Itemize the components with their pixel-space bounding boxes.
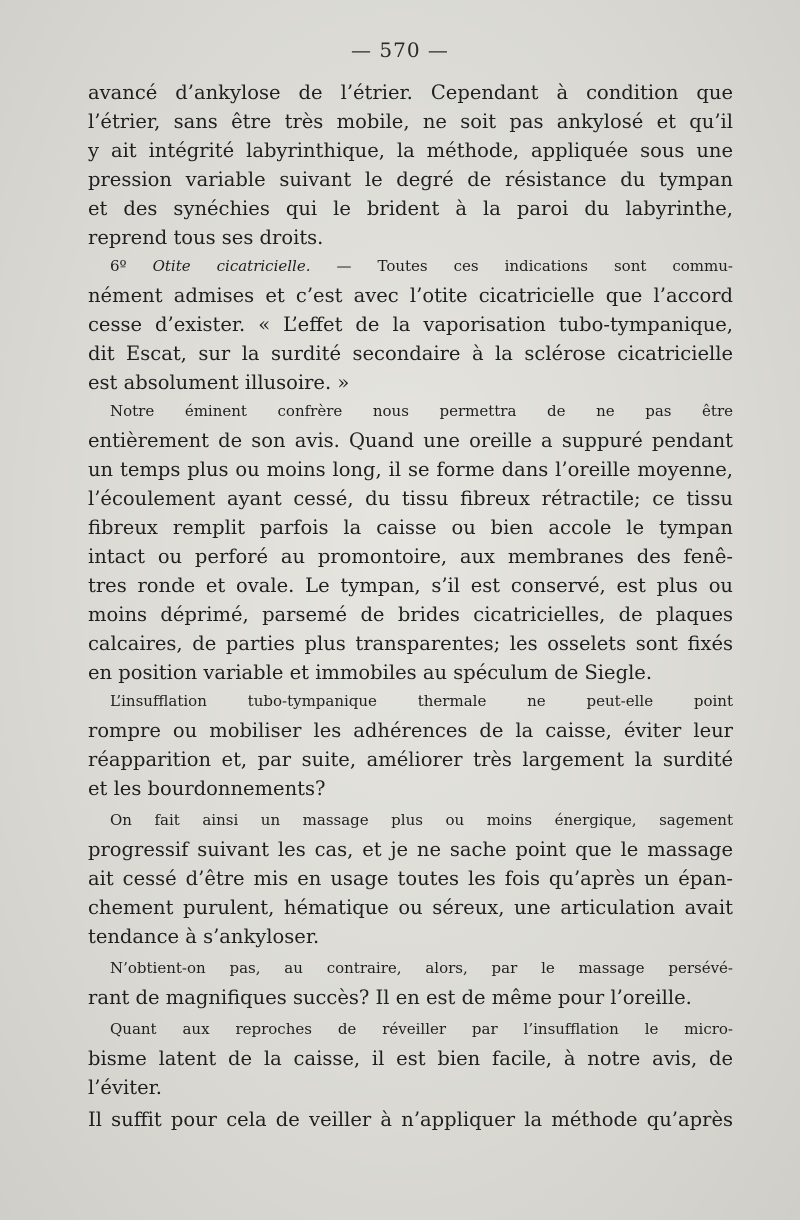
text-line: réapparition et, par suite, améliorer très largement la surdité [88, 748, 733, 771]
text-line: cesse d’exister. « L’effet de la vaporisation tubo-tympanique, [88, 313, 733, 336]
paragraph-7 [88, 1015, 733, 1102]
text-line: progressif suivant les cas, et je ne sache point que le massage [88, 838, 733, 861]
text-line: en position variable et immobiles au spéculum de Siegle. [88, 661, 653, 684]
text-line: pression variable suivant le degré de résistance du tympan [88, 168, 733, 191]
text-line: l’étrier, sans être très mobile, ne soit pas ankylosé et qu’il [88, 110, 733, 133]
paragraph-5 [88, 806, 733, 951]
text-line: reprend tous ses droits. [88, 226, 324, 249]
text-line: N’obtient-on pas, au contraire, alors, par le massage persévé- [110, 959, 733, 977]
text-line: intact ou perforé au promontoire, aux membranes des fenê- [88, 545, 733, 568]
text-line: calcaires, de parties plus transparentes; les osselets sont fixés [88, 632, 733, 655]
text-line: — Toutes ces indications sont commu- [336, 257, 733, 275]
text-line: Notre éminent confrère nous permettra de ne pas être [110, 402, 733, 420]
text-line: l’écoulement ayant cessé, du tissu fibreux rétractile; ce tissu [88, 487, 733, 510]
text-line: rompre ou mobiliser les adhérences de la caisse, éviter leur [88, 719, 733, 742]
text-line: l’éviter. [88, 1076, 162, 1099]
section-heading-line [88, 252, 733, 281]
paragraph-6 [88, 954, 733, 1012]
text-line: avancé d’ankylose de l’étrier. Cependant à condition que [88, 81, 733, 104]
text-line: ait cessé d’être mis en usage toutes les fois qu’après un épan- [88, 867, 733, 890]
text-line: Il suffit pour cela de veiller à n’appliquer la méthode qu’après [88, 1108, 733, 1131]
text-line: rant de magnifiques succès? Il en est de même pour l’oreille. [88, 986, 692, 1009]
text-line: L’insufflation tubo-tympanique thermale ne peut-elle point [110, 692, 733, 710]
text-line: dit Escat, sur la surdité secondaire à la sclérose cicatricielle [88, 342, 733, 365]
text-line: est absolument illusoire. » [88, 371, 350, 394]
text-line: moins déprimé, parsemé de brides cicatricielles, de plaques [88, 603, 733, 626]
text-line: entièrement de son avis. Quand une oreille a suppuré pendant [88, 429, 733, 452]
body-text [88, 78, 733, 1134]
text-line: chement purulent, hématique ou séreux, une articulation avait [88, 896, 733, 919]
text-line: un temps plus ou moins long, il se forme dans l’oreille moyenne, [88, 458, 733, 481]
text-line: On fait ainsi un massage plus ou moins énergique, sagement [110, 811, 733, 829]
page-number: — 570 — [351, 38, 449, 62]
text-line: y ait intégrité labyrinthique, la méthode, appliquée sous une [88, 139, 733, 162]
section-title: Otite cicatricielle. [152, 257, 311, 275]
section-number: 6º [110, 257, 127, 275]
text-line: Quant aux reproches de réveiller par l’insufflation le micro- [110, 1020, 733, 1038]
text-line: et des synéchies qui le brident à la paroi du labyrinthe, [88, 197, 733, 220]
paragraph-8 [88, 1105, 733, 1134]
paragraph-4 [88, 687, 733, 803]
paragraph-3 [88, 397, 733, 687]
text-line: tres ronde et ovale. Le tympan, s’il est conservé, est plus ou [88, 574, 733, 597]
paragraph-1 [88, 78, 733, 252]
text-line: fibreux remplit parfois la caisse ou bien accole le tympan [88, 516, 733, 539]
text-line: tendance à s’ankyloser. [88, 925, 320, 948]
text-line: et les bourdonnements? [88, 777, 326, 800]
text-line: bisme latent de la caisse, il est bien facile, à notre avis, de [88, 1047, 733, 1070]
paragraph-2 [88, 252, 733, 397]
text-line: nément admises et c’est avec l’otite cicatricielle que l’accord [88, 284, 733, 307]
